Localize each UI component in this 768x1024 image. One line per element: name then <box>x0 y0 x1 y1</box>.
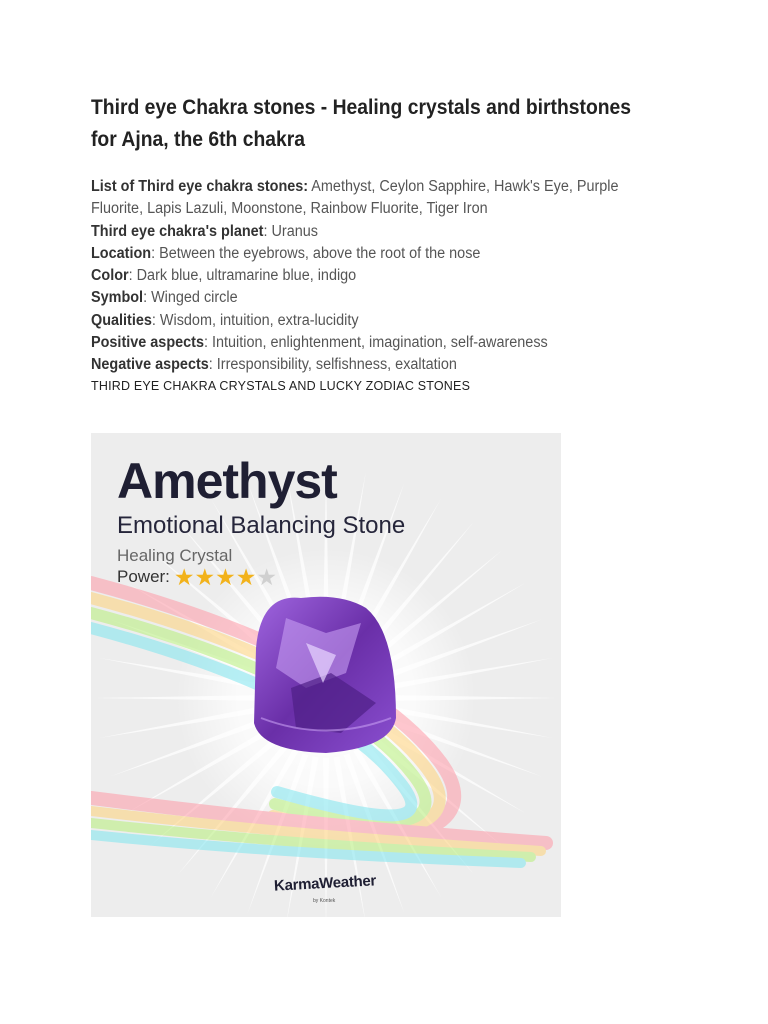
card-text <box>117 453 405 588</box>
power-rating <box>117 566 405 588</box>
article-content <box>91 92 691 393</box>
star-filled-icon: ★ <box>215 564 236 590</box>
info-value: : Wisdom, intuition, extra-lucidity <box>151 311 359 329</box>
info-row <box>91 176 658 221</box>
brand-by-label: by Kontek <box>313 898 336 904</box>
info-row <box>91 332 658 354</box>
info-value: : Winged circle <box>143 289 238 307</box>
info-row <box>91 243 658 265</box>
info-key: Symbol <box>91 289 144 307</box>
power-stars <box>174 566 277 588</box>
title-bold: Third eye Chakra stones <box>91 96 316 119</box>
stone-subtitle: Emotional Balancing Stone <box>117 512 406 539</box>
info-row <box>91 221 658 243</box>
info-value: : Irresponsibility, selfishness, exaltation <box>208 356 457 374</box>
star-filled-icon: ★ <box>173 564 195 590</box>
stone-name: Amethyst <box>117 453 337 509</box>
info-key: Negative aspects <box>91 356 209 374</box>
stone-type: Healing Crystal <box>117 546 233 565</box>
info-key: Color <box>91 267 129 285</box>
info-value: : Uranus <box>263 222 318 240</box>
info-row <box>91 287 658 309</box>
power-label: Power: <box>117 567 170 586</box>
info-key: Location <box>91 244 152 262</box>
info-value: : Intuition, enlightenment, imagination, self-awareness <box>203 334 548 352</box>
amethyst-card-image <box>91 433 561 917</box>
title-rest: - Healing crystals and birthstones for Ajna, the 6th chakra <box>91 96 632 151</box>
info-value: Amethyst, Ceylon Sapphire, Hawk's Eye, Purple Fluorite, Lapis Lazuli, Moonstone, Rainbow Fluorite, Tiger Iron <box>91 178 619 218</box>
star-filled-icon: ★ <box>235 564 257 590</box>
info-value: : Between the eyebrows, above the root of the nose <box>151 244 481 262</box>
info-key: List of Third eye chakra stones: <box>91 178 309 195</box>
info-key: Positive aspects <box>91 334 204 352</box>
chakra-info-list <box>91 176 658 377</box>
star-empty-icon: ★ <box>256 564 278 590</box>
section-caption: THIRD EYE CHAKRA CRYSTALS AND LUCKY ZODIAC STONES <box>91 378 471 393</box>
info-row <box>91 265 658 287</box>
page-title <box>91 92 652 156</box>
star-filled-icon: ★ <box>194 564 216 590</box>
info-row <box>91 354 658 376</box>
info-key: Qualities <box>91 311 152 329</box>
brand-logo: KarmaWeather <box>273 872 377 895</box>
info-value: : Dark blue, ultramarine blue, indigo <box>128 267 357 285</box>
amethyst-gem-icon <box>254 597 396 753</box>
info-key: Third eye chakra's planet <box>91 222 264 240</box>
info-row <box>91 310 658 332</box>
